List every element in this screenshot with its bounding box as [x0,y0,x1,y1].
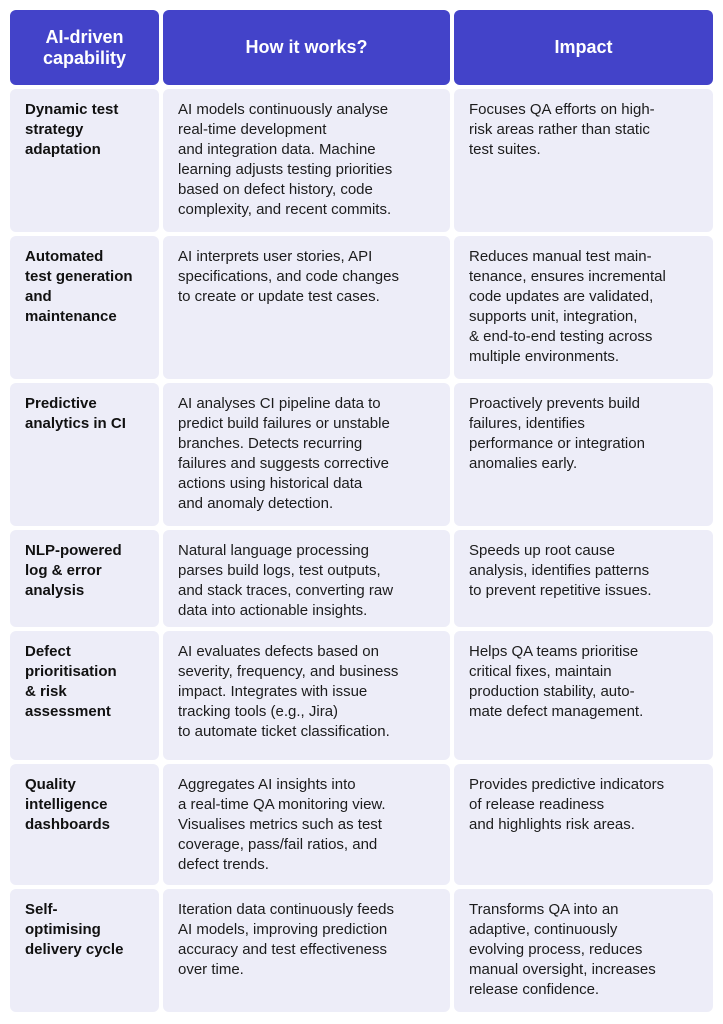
row-3-how [163,383,450,526]
how-text: AI models continuously analyse real-time development and integration data. Machine learning adjusts testing priorities based on defect history, code complexity, and recent commits. [178,101,393,218]
impact-text: Proactively prevents build failures, identifies performance or integration anomalies early. [469,395,645,472]
header-impact [454,10,713,85]
row-7-impact [454,889,713,1012]
row-5-how [163,631,450,760]
row-6-capability [10,764,159,885]
how-text: Natural language processing parses build logs, test outputs, and stack traces, converting raw data into actionable insights. [178,542,394,619]
impact-text: Focuses QA efforts on high- risk areas rather than static test suites. [469,101,655,158]
header-impact-label: Impact [554,37,613,57]
capability-text: Defect prioritisation & risk assessment [25,643,117,720]
row-7-capability [10,889,159,1012]
row-4-how [163,530,450,627]
impact-text: Transforms QA into an adaptive, continuously evolving process, reduces manual oversight, increases release confidence. [469,901,656,998]
how-text: AI interprets user stories, API specifications, and code changes to create or update test cases. [178,248,399,305]
header-capability-label: AI-driven capability [42,26,127,68]
row-2-impact [454,236,713,379]
capability-table [10,10,713,1012]
impact-text: Helps QA teams prioritise critical fixes, maintain production stability, auto- mate defect management. [469,643,644,720]
row-3-impact [454,383,713,526]
row-2-capability [10,236,159,379]
row-5-capability [10,631,159,760]
how-text: AI analyses CI pipeline data to predict build failures or unstable branches. Detects recurring failures and suggests corrective actions using historical data and anomaly detection. [178,395,390,512]
row-5-impact [454,631,713,760]
row-4-impact [454,530,713,627]
capability-text: Dynamic test strategy adaptation [25,101,119,158]
impact-text: Provides predictive indicators of release readiness and highlights risk areas. [469,776,665,833]
row-1-how [163,89,450,232]
row-3-capability [10,383,159,526]
how-text: Aggregates AI insights into a real-time QA monitoring view. Visualises metrics such as test coverage, pass/fail ratios, and defect trends. [178,776,386,873]
row-1-impact [454,89,713,232]
how-text: Iteration data continuously feeds AI models, improving prediction accuracy and test effectiveness over time. [178,901,394,978]
row-1-capability [10,89,159,232]
capability-text: Predictive analytics in CI [25,395,126,432]
header-how-label: How it works? [245,37,368,57]
capability-text: Automated test generation and maintenance [25,248,133,325]
impact-text: Reduces manual test main- tenance, ensures incremental code updates are validated, supports unit, integration, & end-to-end testing across multiple environments. [469,248,666,365]
header-how-it-works [163,10,450,85]
row-6-impact [454,764,713,885]
row-2-how [163,236,450,379]
header-capability [10,10,159,85]
row-6-how [163,764,450,885]
capability-text: NLP-powered log & error analysis [25,542,122,599]
row-4-capability [10,530,159,627]
row-7-how [163,889,450,1012]
capability-text: Self- optimising delivery cycle [25,901,124,958]
how-text: AI evaluates defects based on severity, frequency, and business impact. Integrates with issue tracking tools (e.g., Jira) to automate ticket classification. [178,643,399,740]
impact-text: Speeds up root cause analysis, identifies patterns to prevent repetitive issues. [469,542,652,599]
capability-text: Quality intelligence dashboards [25,776,111,833]
